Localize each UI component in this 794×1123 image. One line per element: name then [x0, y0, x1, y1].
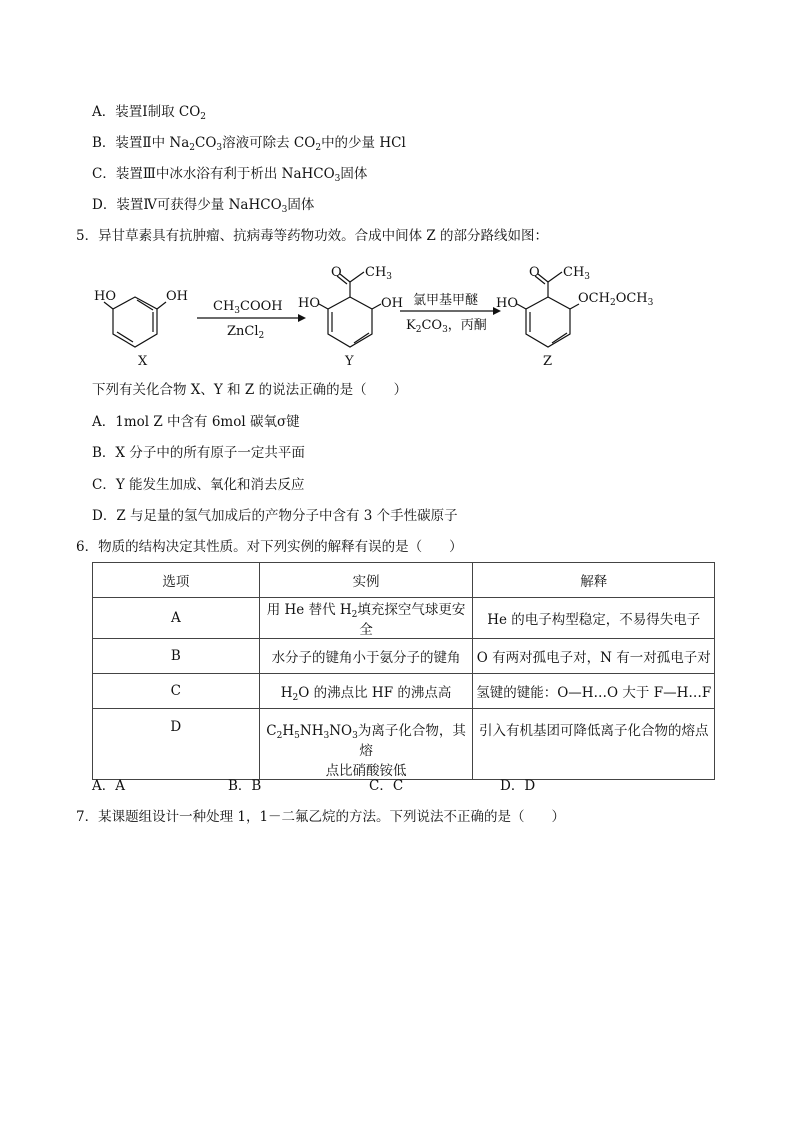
y-ch3: $CH_3$: [365, 265, 393, 282]
reagent-1-top: $CH_3COOH$: [213, 299, 283, 316]
reagent-1-bottom: ZnCl$_2$: [227, 324, 265, 341]
row-c-example: $H_2O$ 的沸点比 HF 的沸点高: [259, 674, 473, 709]
row-d-example: $C_2H_5NH_3NO_3$为离子化合物，其熔 点比硝酸铵低: [259, 709, 473, 780]
q5-option-d: D．Z 与足量的氢气加成后的产物分子中含有 3 个手性碳原子: [92, 508, 458, 524]
q4-option-b: B．装置Ⅱ中 $Na_2CO_3$溶液可除去 $CO_2$中的少量 HCl: [92, 135, 406, 153]
row-b-option: B: [93, 639, 260, 674]
row-b-example: 水分子的键角小于氨分子的键角: [259, 639, 473, 674]
row-d-option: D: [93, 709, 260, 780]
q4-option-a: A．装置Ⅰ制取 $CO_2$: [92, 104, 207, 122]
q5-stem: 5．异甘草素具有抗肿瘤、抗病毒等药物功效。合成中间体 Z 的部分路线如图：: [76, 228, 549, 244]
q6-answer-a: A．A: [92, 778, 125, 794]
compound-z: [517, 272, 579, 347]
reaction-scheme: [80, 252, 700, 372]
row-b-explanation: O 有两对孤电子对，N 有一对孤电子对: [473, 639, 715, 674]
header-option: 选项: [93, 563, 260, 598]
row-c-option: C: [93, 674, 260, 709]
table-header-row: [93, 563, 715, 598]
y-label: Y: [345, 354, 354, 369]
q5-option-c: C．Y 能发生加成、氧化和消去反应: [92, 477, 305, 493]
compound-x: [104, 297, 166, 347]
z-ch3: $CH_3$: [563, 265, 591, 282]
q7-stem: 7．某课题组设计一种处理 1，1－二氟乙烷的方法。下列说法不正确的是（ ）: [76, 809, 566, 825]
x-ho: HO: [94, 289, 116, 304]
q6-answer-b: B．B: [228, 778, 262, 794]
q5-option-b: B．X 分子中的所有原子一定共平面: [92, 445, 305, 461]
x-label: X: [138, 354, 148, 369]
x-oh: OH: [166, 289, 188, 304]
row-a-option: A: [93, 598, 260, 639]
table-row: [93, 709, 715, 780]
row-c-explanation: 氢键的键能：O—H…O 大于 F—H…F: [473, 674, 715, 709]
header-example: 实例: [259, 563, 473, 598]
compound-y: [319, 272, 381, 347]
y-ho: HO: [298, 296, 320, 311]
z-oxygen: O: [529, 265, 540, 280]
reagent-2-top: 氯甲基甲醚: [413, 293, 479, 308]
y-oxygen: O: [331, 265, 342, 280]
row-d-explanation: 引入有机基团可降低离子化合物的熔点: [473, 709, 715, 780]
table-row: [93, 598, 715, 639]
q4-option-d: D．装置Ⅳ可获得少量 NaHCO$_3$固体: [92, 197, 315, 215]
row-a-explanation: He 的电子构型稳定，不易得失电子: [473, 598, 715, 639]
q6-answer-c: C．C: [369, 778, 404, 794]
reagent-2-bottom: $K_2CO_3$，丙酮: [406, 318, 487, 335]
q6-answer-d: D．D: [500, 778, 536, 794]
z-ho: HO: [496, 296, 518, 311]
arrow-1-head: [298, 314, 306, 322]
q6-stem: 6．物质的结构决定其性质。对下列实例的解释有误的是（ ）: [76, 539, 463, 555]
table-row: [93, 639, 715, 674]
z-och2och3: $OCH_2OCH_3$: [578, 291, 654, 308]
row-a-example: 用 He 替代 $H_2$填充探空气球更安全: [259, 598, 473, 639]
q6-table: [92, 562, 715, 780]
z-label: Z: [543, 354, 553, 369]
header-explanation: 解释: [473, 563, 715, 598]
table-row: [93, 674, 715, 709]
y-oh: OH: [381, 296, 403, 311]
q4-option-c: C．装置Ⅲ中冰水浴有利于析出 NaHCO$_3$固体: [92, 166, 368, 184]
q5-prompt: 下列有关化合物 X、Y 和 Z 的说法正确的是（ ）: [92, 382, 408, 398]
q5-option-a: A．1mol Z 中含有 6mol 碳氧σ键: [92, 414, 300, 430]
